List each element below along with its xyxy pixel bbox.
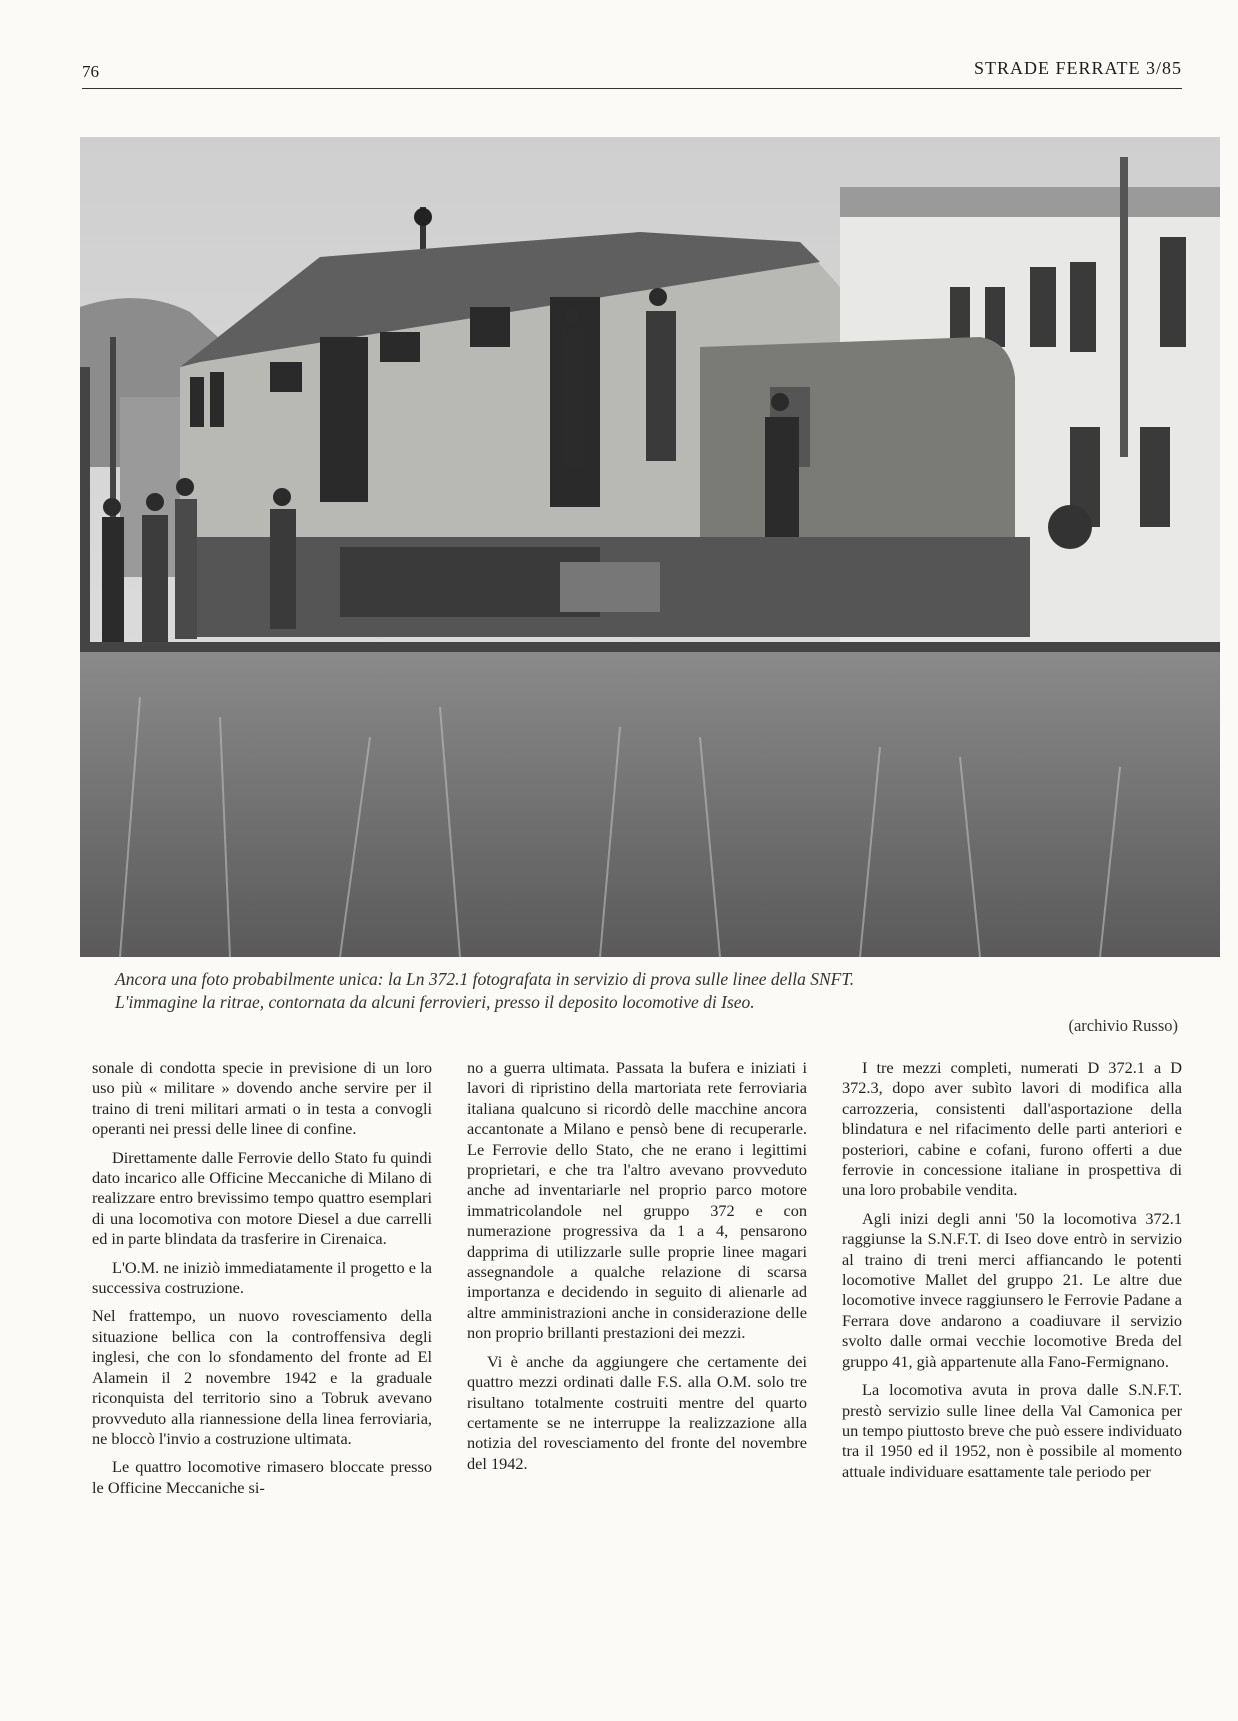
article-body: [92, 1058, 1182, 1708]
photo-illustration: [80, 137, 1220, 957]
caption-line-1: Ancora una foto probabilmente unica: la Ln 372.1 fotografata in servizio di prova sulle linee della SNFT.: [115, 969, 855, 989]
photo-credit: (archivio Russo): [1068, 1016, 1178, 1035]
paragraph: Le quattro locomotive rimasero bloccate presso le Officine Meccaniche si-: [92, 1457, 432, 1497]
text-column-3: [842, 1058, 1182, 1490]
photo-caption: [115, 968, 1185, 1014]
paragraph: Agli inizi degli anni '50 la locomotiva 372.1 raggiunse la S.N.F.T. di Iseo dove entrò in servizio al traino di treni merci affiancando le potenti locomotive Mallet del gruppo 21. Le altre due locomotive invece raggiunsero le Ferrovie Padane a Ferrara dove andarono a coadiuvare il servizio svolto dalle ormai vecchie locomotive Breda del gruppo 41, già appartenute alla Fano-Fermignano.: [842, 1208, 1182, 1371]
caption-line-2: L'immagine la ritrae, contornata da alcuni ferrovieri, presso il deposito locomotive di Iseo.: [115, 992, 755, 1012]
paragraph: Nel frattempo, un nuovo rovesciamento della situazione bellica con la controffensiva degli inglesi, che con lo sfondamento del fronte ad El Alamein il 2 novembre 1942 e la graduale riconquista del territorio sino a Tobruk avevano provveduto alla riannessione della linea ferroviaria, ne bloccò l'invio a costruzione ultimata.: [92, 1306, 432, 1448]
paragraph: I tre mezzi completi, numerati D 372.1 a D 372.3, dopo aver subìto lavori di modifica alla carrozzeria, consistenti dall'asportazione della blindatura e nel rifacimento delle parti anteriori e posteriori, cabine e cofani, furono offerti a due ferrovie in concessione italiane in prospettiva di una loro probabile vendita.: [842, 1058, 1182, 1200]
paragraph: sonale di condotta specie in previsione di un loro uso più « militare » dovendo anche servire per il traino di treni militari armati o in testa a convogli operanti nei pressi delle linee di confine.: [92, 1058, 432, 1139]
page-number: 76: [82, 62, 99, 81]
paragraph: La locomotiva avuta in prova dalle S.N.F.T. prestò servizio sulle linee della Val Camonica per un tempo piuttosto breve che può essere individuato tra il 1950 ed il 1952, non è possibile al momento attuale individuare esattamente tale periodo per: [842, 1380, 1182, 1481]
paragraph: L'O.M. ne iniziò immediatamente il progetto e la successiva costruzione.: [92, 1257, 432, 1298]
locomotive-photo: [80, 137, 1220, 957]
text-column-1: [92, 1058, 432, 1506]
text-column-2: [467, 1058, 807, 1482]
page-header: [82, 58, 1182, 89]
journal-title: STRADE FERRATE 3/85: [973, 58, 1182, 78]
paragraph: Vi è anche da aggiungere che certamente dei quattro mezzi ordinati dalle F.S. alla O.M. solo tre risultano totalmente costruiti mentre del quarto certamente se ne interruppe la realizzazione alla notizia del rovesciamento del fronte del novembre del 1942.: [467, 1351, 807, 1473]
paragraph: Direttamente dalle Ferrovie dello Stato fu quindi dato incarico alle Officine Meccaniche di Milano di realizzare entro brevissimo tempo quattro esemplari di una locomotiva con motore Diesel a due carrelli ed in parte blindata da trasferire in Cirenaica.: [92, 1147, 432, 1249]
paragraph: no a guerra ultimata. Passata la bufera e iniziati i lavori di ripristino della martoriata rete ferroviaria italiana qualcuno si ricordò delle macchine ancora accantonate a Milano e pensò bene di recuperarle. Le Ferrovie dello Stato, che ne erano i legittimi proprietari, e che tra l'altro avevano provveduto anche ad inventariarle nel proprio parco motore immatricolandole nel gruppo 372 e con numerazione progressiva da 1 a 4, pensarono dapprima di utilizzarle sulle proprie linee magari assegnandole a qualche relazione di scarsa importanza e decidendo in seguito di alienarle ad altre amministrazioni anche in considerazione delle non proprio brillanti prestazioni dei mezzi.: [467, 1058, 807, 1343]
